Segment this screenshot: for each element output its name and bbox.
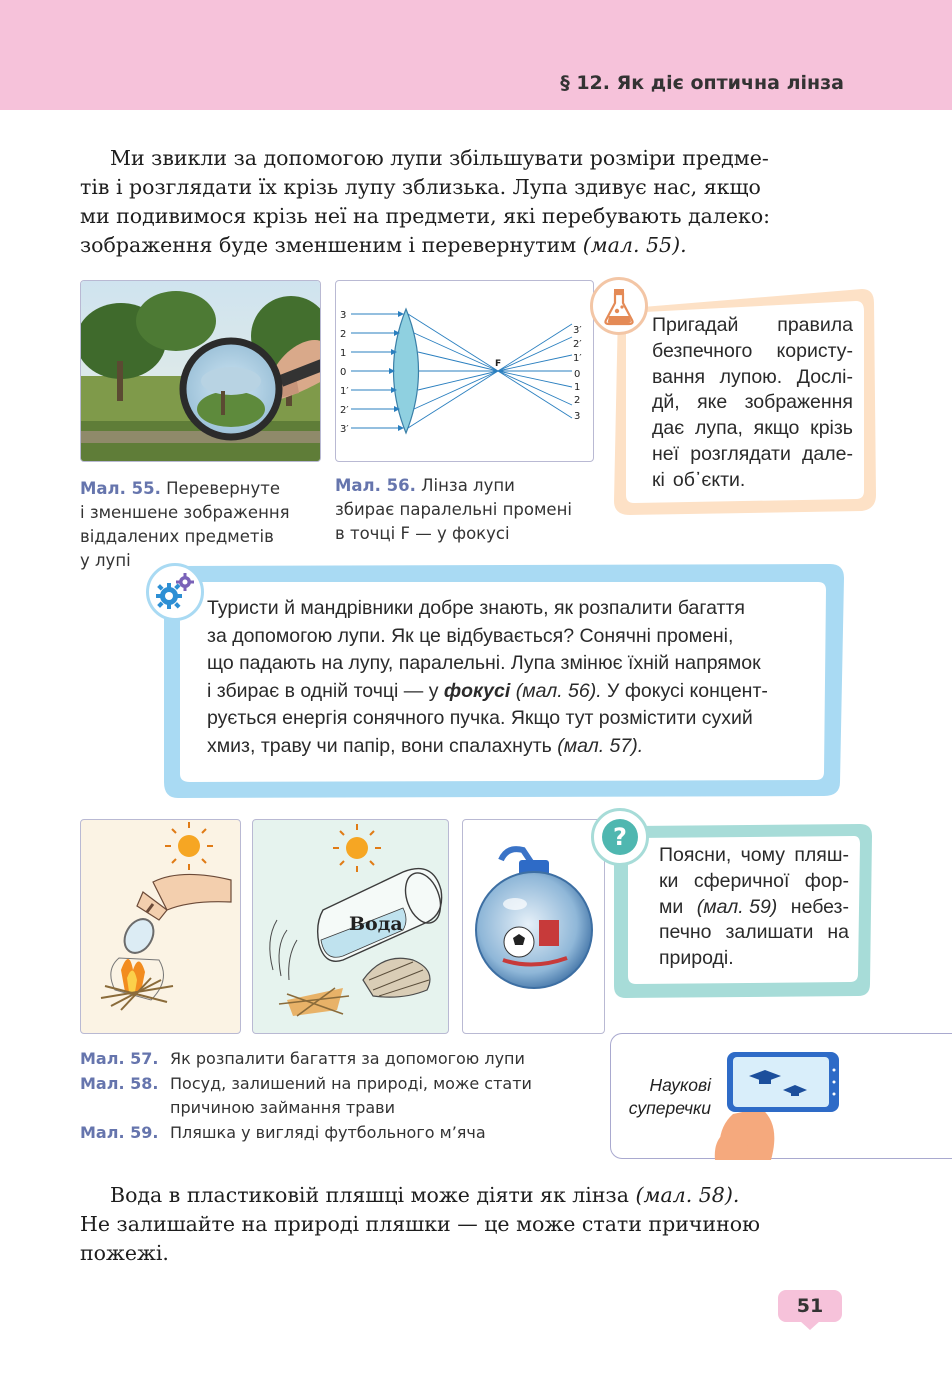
ray-label-left: 3′ [340,424,349,435]
ray-label-left: 1 [340,348,347,359]
intro-paragraph [80,144,833,260]
football-bottle-photo [463,820,605,1034]
focus-label: F [495,359,502,369]
fig56-label: Мал. 56. [335,476,416,495]
fig55-magnifier-photo [80,280,321,462]
converging-lens-diagram [336,281,594,462]
ray-label-right: 1′ [573,353,582,364]
page-number: 51 [778,1290,842,1322]
science-debates-label: Наукові суперечки [628,1075,711,1118]
science-debates-box[interactable] [610,1033,952,1159]
ray-label-left: 2′ [340,405,349,416]
ray-label-right: 3 [574,411,581,422]
ray-label-right: 0 [574,369,581,380]
outro-paragraph: Вода в пластиковій пляшці може діяти як лінза (мал. 58). Не залишайте на природі пляшки — це може стати причиною пожежі. [80,1183,760,1265]
phone-in-hand-icon [711,1034,861,1160]
ray-label-right: 2 [574,395,581,406]
ray-label-right: 2′ [573,339,582,350]
fig57-label: Мал. 57. [80,1049,159,1068]
magnifier-illustration [81,281,321,462]
jar-in-grass-drawing [253,820,449,1034]
svg-text:?: ? [613,823,627,851]
page-tab-pointer [800,1321,820,1331]
fig58-illustration [252,819,449,1034]
ray-label-right: 3′ [573,325,582,336]
ray-label-left: 2 [340,329,347,340]
fig56-lens-diagram [335,280,594,462]
fig59-photo [462,819,605,1034]
section-title: § 12. Як діє оптична лінза [560,72,844,94]
info-box-text: Туристи й мандрівники добре знають, як розпалити багаття за допомогою лупи. Як це відбувається? Сонячні промені, що падають на лупу, паралельні. Лупа змінює їхній напрямок і збирає в одній точці — у фокусі (мал. 56). У фокусі концент- рується енергія сонячного пучка. Якщо тут розмістити сухий хмиз, траву чи папір, вони спалахнуть (мал. 57). [207,597,768,757]
campfire-magnifier-drawing [81,820,241,1034]
tip-card-text: Пригадай правила безпечного користу- вання лупою. Дослі- дй, яке зображення дає лупа, якщо крізь неї розглядати дале- кі об᾽єкти. [652,314,853,491]
fig56-caption: Мал. 56. Лінза лупи збирає паралельні промені в точці F — у фокусі [335,476,572,543]
ray-label-left: 1′ [340,386,349,397]
fig55-caption: Мал. 55. Перевернуте і зменшене зображення віддалених предметів у лупі [80,479,290,570]
focus-term: фокусі [443,679,511,702]
fig59-label: Мал. 59. [80,1122,159,1142]
fig58-label: Мал. 58. [80,1073,159,1093]
gears-icon [146,563,204,621]
flask-icon [590,277,648,335]
question-card-text: Поясни, чому пляш- ки сферичної фор- ми (мал. 59) небез- печно залишати на природі. [659,844,849,970]
fig55-label: Мал. 55. [80,479,161,498]
question-icon [591,808,649,866]
ray-label-left: 0 [340,367,347,378]
intro-line: ми подивимося крізь неї на предмети, які перебувають далеко: [80,204,771,228]
ray-label-right: 1 [574,382,581,393]
ray-label-left: 3 [340,310,347,321]
fig57-illustration [80,819,241,1034]
intro-line: зображення буде зменшеним і перевернутим (мал. 55). [80,233,687,257]
water-label: Вода [349,913,403,935]
fig57-59-captions: Мал. 57. Як розпалити багаття за допомогою лупи Мал. 58. Посуд, залишений на природі, може стати причиною займання трави Мал. 59. Пляшка у вигляді футбольного м’яча [80,1047,532,1145]
intro-line: Ми звикли за допомогою лупи збільшувати розміри предме- [110,146,769,170]
intro-line: тів і розглядати їх крізь лупу зблизька. Лупа здивує нас, якщо [80,175,761,199]
